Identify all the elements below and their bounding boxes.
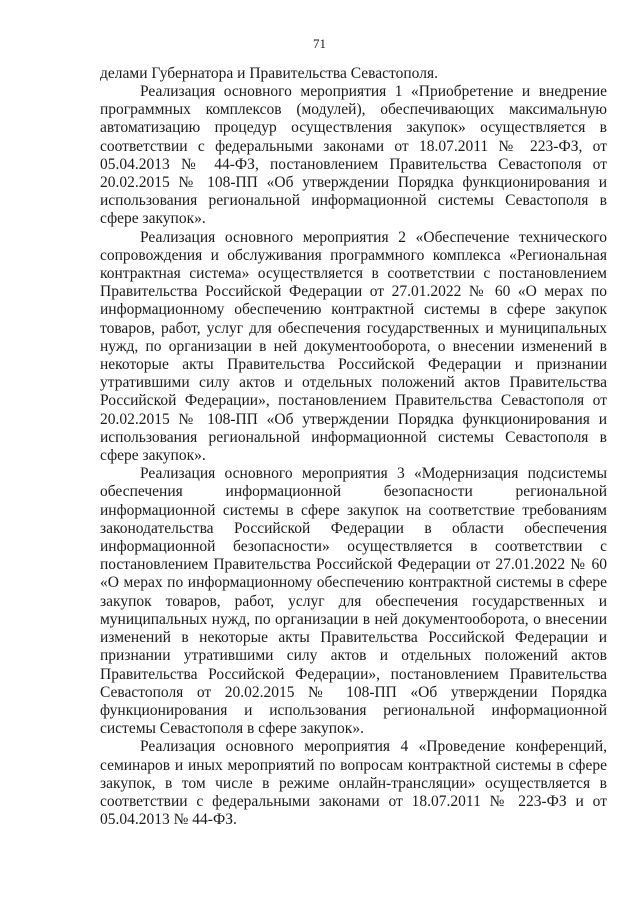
- paragraph-continuation: делами Губернатора и Правительства Севастополя.: [100, 65, 438, 82]
- paragraph-activity-2: Реализация основного мероприятия 2 «Обеспечение технического сопровождения и обслуживания программного комплекса «Региональная контрактная система» осуществляется в соответствии с постановлением Правительства Российской Федерации от 27.01.2022 № 60 «О мерах по информационному обеспечению контрактной системы в сфере закупок товаров, работ, услуг для обеспечения государственных и муниципальных нужд, по организации в ней документооборота, о внесении изменений в некоторые акты Правительства Российской Федерации и признании утратившими силу актов и отдельных положений актов Правительства Российской Федерации», постановлением Правительства Севастополя от 20.02.2015 № 108-ПП «Об утверждении Порядка функционирования и использования региональной информационной системы Севастополя в сфере закупок».: [100, 228, 607, 465]
- page-number: 71: [313, 36, 326, 51]
- paragraph-activity-4: Реализация основного мероприятия 4 «Проведение конференций, семинаров и иных мероприятий по вопросам контрактной системы в сфере закупок, в том числе в режиме онлайн-трансляции» осуществляется в соответствии с федеральными законами от 18.07.2011 № 223-ФЗ и от 05.04.2013 № 44-ФЗ.: [100, 738, 607, 829]
- document-body: [100, 65, 607, 829]
- paragraph-activity-1: Реализация основного мероприятия 1 «Приобретение и внедрение программных комплексов (модулей), обеспечивающих максимальную автоматизацию процедур осуществления закупок» осуществляется в соответствии с федеральными законами от 18.07.2011 № 223-ФЗ, от 05.04.2013 № 44-ФЗ, постановлением Правительства Севастополя от 20.02.2015 № 108-ПП «Об утверждении Порядка функционирования и использования региональной информационной системы Севастополя в сфере закупок».: [100, 83, 607, 228]
- paragraph-activity-3: Реализация основного мероприятия 3 «Модернизация подсистемы обеспечения информационной безопасности региональной информационной системы в сфере закупок на соответствие требованиям законодательства Российской Федерации в области обеспечения информационной безопасности» осуществляется в соответствии с постановлением Правительства Российской Федерации от 27.01.2022 № 60 «О мерах по информационному обеспечению контрактной системы в сфере закупок товаров, работ, услуг для обеспечения государственных и муниципальных нужд, по организации в ней документооборота, о внесении изменений в некоторые акты Правительства Российской Федерации и признании утратившими силу актов и отдельных положений актов Правительства Российской Федерации», постановлением Правительства Севастополя от 20.02.2015 № 108-ПП «Об утверждении Порядка функционирования и использования региональной информационной системы Севастополя в сфере закупок».: [100, 465, 607, 738]
